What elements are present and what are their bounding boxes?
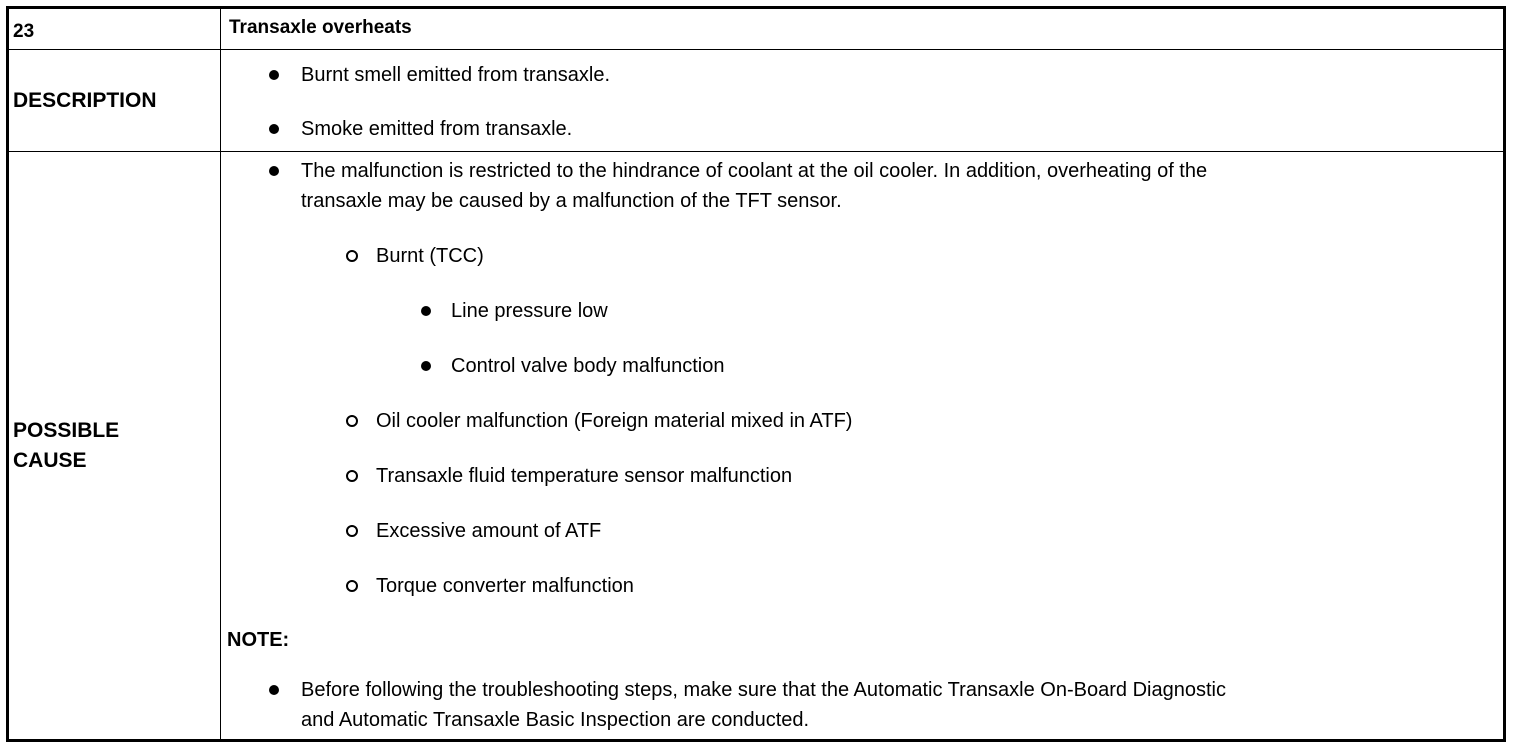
description-content-cell [221, 50, 1504, 152]
possible-cause-label-line: POSSIBLE [13, 418, 120, 442]
header-title-cell [221, 9, 1504, 50]
cause-intro-line: The malfunction is restricted to the hindrance of coolant at the oil cooler. In addition, overheating of the [301, 160, 1208, 182]
hollow-bullet-icon [346, 470, 358, 482]
cause-intro [221, 156, 1503, 216]
cause-item [221, 406, 1503, 436]
possible-cause-label [9, 416, 220, 476]
filled-bullet-icon [269, 166, 279, 176]
cause-item-text: Oil cooler malfunction (Foreign material mixed in ATF) [376, 410, 853, 432]
description-label: DESCRIPTION [13, 88, 157, 112]
filled-bullet-icon [269, 70, 279, 80]
cause-subitem [221, 351, 1503, 381]
hollow-bullet-icon [346, 250, 358, 262]
hollow-bullet-icon [346, 415, 358, 427]
cause-item-text: Excessive amount of ATF [376, 520, 602, 542]
cause-subitem-text: Control valve body malfunction [451, 355, 725, 377]
note-line: Before following the troubleshooting steps, make sure that the Automatic Transaxle On-Board Diagnostic [301, 679, 1226, 701]
cause-item [221, 461, 1503, 491]
header-row [9, 9, 1504, 50]
possible-cause-row [9, 152, 1504, 740]
cause-intro-line: transaxle may be caused by a malfunction of the TFT sensor. [301, 190, 842, 212]
description-item [221, 114, 1503, 144]
troubleshooting-table [8, 8, 1504, 740]
cause-subitem [221, 296, 1503, 326]
note-label: NOTE: [227, 629, 290, 651]
header-number-cell [9, 9, 221, 50]
cause-item [221, 241, 1503, 271]
filled-bullet-icon [269, 124, 279, 134]
cause-item-text: Transaxle fluid temperature sensor malfunction [376, 465, 793, 487]
description-row [9, 50, 1504, 152]
cause-item [221, 571, 1503, 601]
note-item [221, 675, 1503, 735]
cause-item-text: Burnt (TCC) [376, 245, 484, 267]
possible-cause-label-line: CAUSE [13, 448, 87, 472]
possible-cause-label-cell [9, 152, 221, 740]
description-item-text: Burnt smell emitted from transaxle. [301, 64, 610, 86]
cause-item-text: Torque converter malfunction [376, 575, 634, 597]
troubleshooting-table-frame [6, 6, 1506, 742]
description-item-text: Smoke emitted from transaxle. [301, 118, 573, 140]
hollow-bullet-icon [346, 525, 358, 537]
note-line: and Automatic Transaxle Basic Inspection are conducted. [301, 709, 810, 731]
symptom-number: 23 [13, 21, 35, 42]
filled-bullet-icon [269, 685, 279, 695]
description-label-cell [9, 50, 221, 152]
cause-item [221, 516, 1503, 546]
possible-cause-content-cell [221, 152, 1504, 740]
cause-subitem-text: Line pressure low [451, 300, 608, 322]
description-item [221, 60, 1503, 90]
filled-bullet-icon [421, 306, 431, 316]
hollow-bullet-icon [346, 580, 358, 592]
symptom-title: Transaxle overheats [229, 17, 412, 38]
filled-bullet-icon [421, 361, 431, 371]
